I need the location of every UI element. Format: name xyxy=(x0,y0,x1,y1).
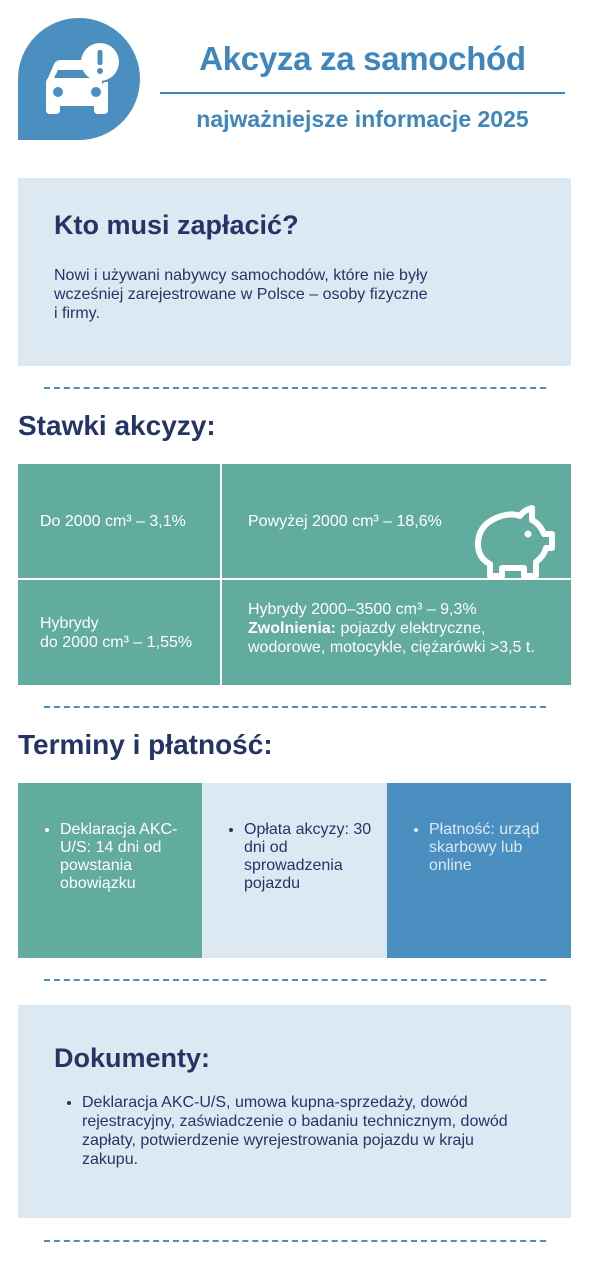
rates-heading: Stawki akcyzy: xyxy=(18,410,216,441)
exemptions-list: pojazdy elektryczne, wodorowe, motocykle, ciężarówki >3,5 t. xyxy=(248,620,535,656)
rate-line: Hybrydy 2000–3500 cm³ – 9,3% xyxy=(248,601,477,618)
exemptions-text xyxy=(248,619,563,657)
rate-text: Do 2000 cm³ – 3,1% xyxy=(40,512,186,530)
term-text: • Opłata akcyzy: 30 dni od sprowadzenia pojazdu xyxy=(244,821,377,893)
terms-heading: Terminy i płatność: xyxy=(18,729,273,760)
exemptions-label: Zwolnienia: xyxy=(248,620,336,637)
rate-cell-hybrid-under-2000 xyxy=(18,580,220,685)
term-payment-deadline xyxy=(202,783,387,958)
separator xyxy=(44,387,546,389)
documents-heading: Dokumenty: xyxy=(54,1043,211,1073)
rate-cell-hybrid-2000-3500 xyxy=(222,580,571,685)
term-text: • Deklaracja AKC-U/S: 14 dni od powstania obowiązku xyxy=(60,821,192,893)
rate-text: Powyżej 2000 cm³ – 18,6% xyxy=(248,512,442,530)
rate-line: Hybrydy xyxy=(40,614,99,632)
documents-panel xyxy=(18,1005,571,1218)
documents-text: • Deklaracja AKC-U/S, umowa kupna-sprzedaży, dowód rejestracyjny, zaświadczenie o badaniu technicznym, dowód zapłaty, potwierdzenie wyrejestrowania pojazdu w kraju zakupu. xyxy=(82,1093,508,1169)
car-alert-icon xyxy=(18,18,140,140)
who-pays-panel xyxy=(18,178,571,366)
who-pays-text: Nowi i używani nabywcy samochodów, które nie były wcześniej zarejestrowane w Polsce – osoby fizyczne i firmy. xyxy=(54,267,428,322)
documents-list xyxy=(62,1093,508,1169)
separator xyxy=(44,1240,546,1242)
title-divider xyxy=(160,92,565,94)
term-text: • Płatność: urząd skarbowy lub online xyxy=(429,821,561,875)
rate-cell-under-2000 xyxy=(18,464,220,578)
page-subtitle: najważniejsze informacje 2025 xyxy=(196,106,529,132)
piggy-bank-icon xyxy=(470,500,558,582)
term-payment-method xyxy=(387,783,571,958)
separator xyxy=(44,979,546,981)
separator xyxy=(44,706,546,708)
who-pays-heading: Kto musi zapłacić? xyxy=(54,210,299,240)
rate-line: do 2000 cm³ – 1,55% xyxy=(40,633,193,651)
page-title: Akcyza za samochód xyxy=(199,40,526,77)
term-declaration xyxy=(18,783,202,958)
